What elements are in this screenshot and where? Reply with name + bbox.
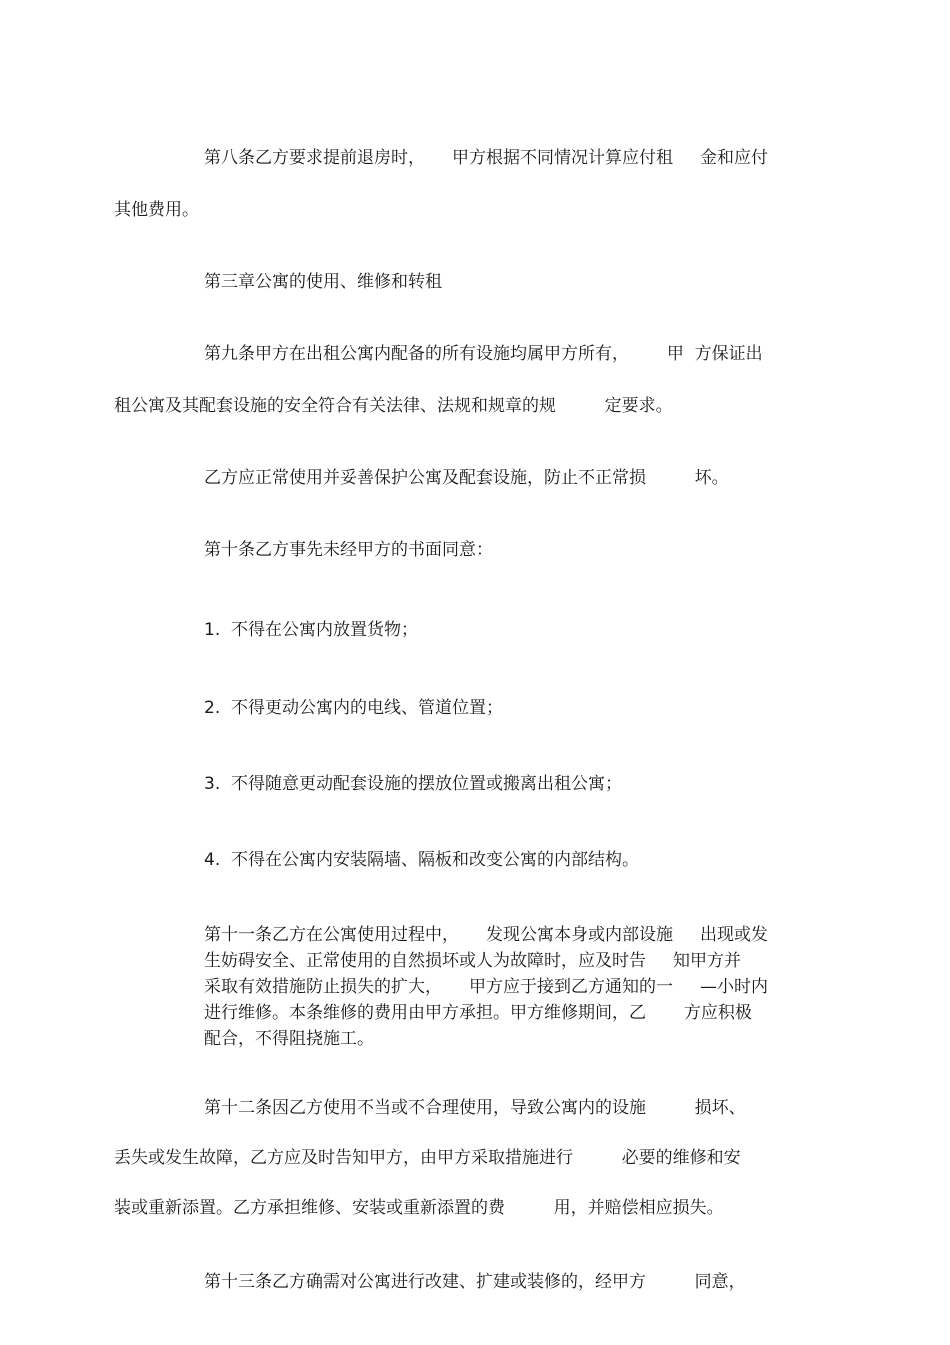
article-10-item-4: 4. 不得在公寓内安装隔墙、隔板和改变公寓的内部结构。: [204, 850, 640, 870]
article-9-line-2: 租公寓及其配套设施的安全符合有关法律、法规和规章的规 定要求。: [114, 396, 673, 416]
article-9-line-1: 第九条甲方在出租公寓内配备的所有设施均属甲方所有， 甲 方保证出: [204, 344, 763, 364]
article-10-item-1: 1. 不得在公寓内放置货物；: [204, 620, 419, 640]
article-12-line-3: 装或重新添置。乙方承担维修、安装或重新添置的费 用，并赔偿相应损失。: [114, 1198, 724, 1218]
article-10-item-3: 3. 不得随意更动配套设施的摆放位置或搬离出租公寓；: [204, 774, 623, 794]
article-10-item-2: 2. 不得更动公寓内的电线、管道位置；: [204, 698, 504, 718]
chapter-3-heading: 第三章公寓的使用、维修和转租: [204, 272, 442, 292]
article-11-line-5: 配合，不得阻挠施工。: [204, 1029, 374, 1049]
article-11-block: [204, 922, 804, 1052]
article-10-heading: 第十条乙方事先未经甲方的书面同意：: [204, 540, 493, 560]
article-8-line-1: 第八条乙方要求提前退房时， 甲方根据不同情况计算应付租 金和应付: [204, 148, 769, 168]
article-9-paragraph-2: 乙方应正常使用并妥善保护公寓及配套设施，防止不正常损 坏。: [204, 468, 729, 488]
article-13-line-1: 第十三条乙方确需对公寓进行改建、扩建或装修的，经甲方 同意，: [204, 1272, 746, 1292]
article-11-line-1: 第十一条乙方在公寓使用过程中， 发现公寓本身或内部设施 出现或发: [204, 925, 769, 945]
article-12-line-1: 第十二条因乙方使用不当或不合理使用，导致公寓内的设施 损坏、: [204, 1098, 746, 1118]
article-11-line-2: 生妨碍安全、正常使用的自然损坏或人为故障时，应及时告 知甲方并: [204, 951, 742, 971]
article-11-line-3: 采取有效措施防止损失的扩大， 甲方应于接到乙方通知的一 —小时内: [204, 977, 769, 997]
article-12-line-2: 丢失或发生故障，乙方应及时告知甲方，由甲方采取措施进行 必要的维修和安: [114, 1148, 741, 1168]
article-8-line-2: 其他费用。: [114, 200, 199, 220]
article-11-line-4: 进行维修。本条维修的费用由甲方承担。甲方维修期间，乙 方应积极: [204, 1003, 752, 1023]
